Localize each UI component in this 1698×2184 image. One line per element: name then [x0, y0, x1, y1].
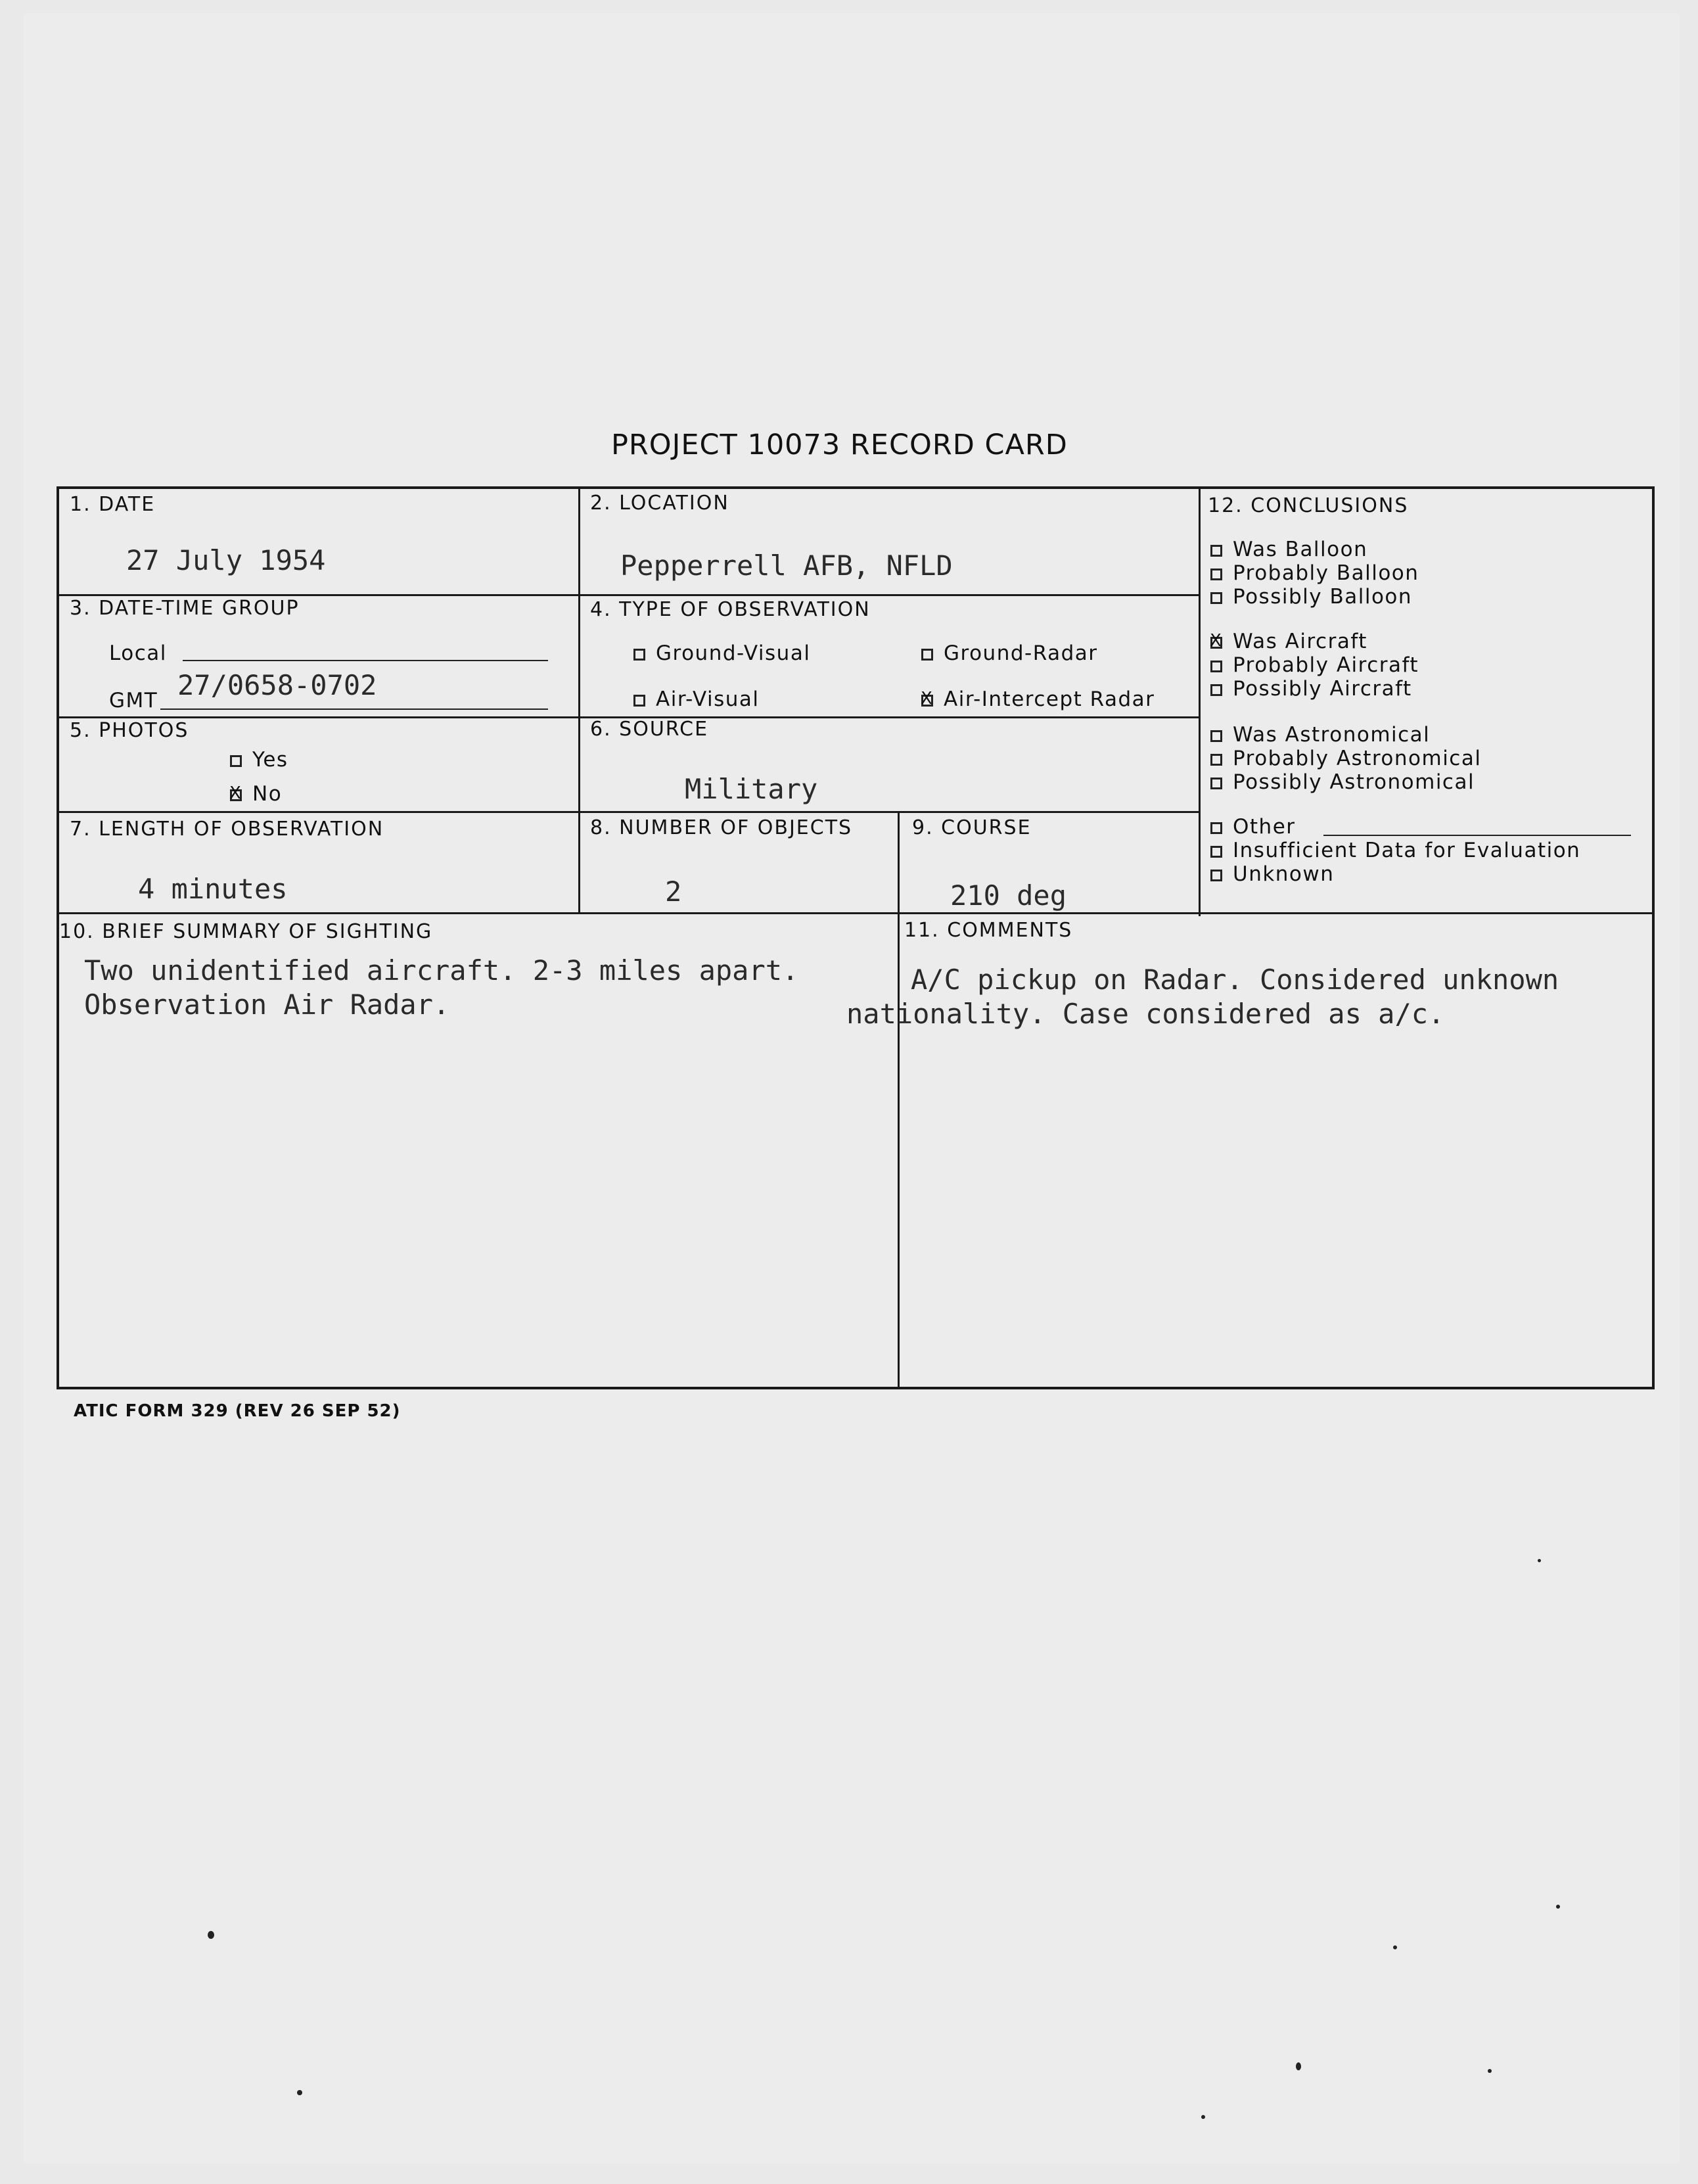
course-value: 210 deg	[950, 879, 1067, 912]
divider	[59, 811, 1200, 813]
obs-type-label: 4. TYPE OF OBSERVATION	[590, 598, 871, 621]
num-objects-value: 2	[665, 875, 682, 908]
obs-air-intercept-radar[interactable]: X Air-Intercept Radar	[921, 687, 1155, 711]
gmt-label: GMT	[109, 689, 158, 712]
conclusion-was-balloon[interactable]: Was Balloon	[1210, 538, 1367, 561]
conclusion-possibly-balloon[interactable]: Possibly Balloon	[1210, 585, 1412, 609]
checkbox-icon	[230, 755, 242, 767]
conclusion-probably-astronomical[interactable]: Probably Astronomical	[1210, 747, 1481, 770]
gmt-value: 27/0658-0702	[177, 669, 377, 701]
scan-speck	[1201, 2115, 1205, 2119]
form-footer: ATIC FORM 329 (REV 26 SEP 52)	[74, 1401, 401, 1421]
checked-box-icon	[921, 695, 933, 707]
page-title: PROJECT 10073 RECORD CARD	[611, 429, 1068, 461]
photos-label: 5. PHOTOS	[70, 719, 189, 742]
summary-label: 10. BRIEF SUMMARY OF SIGHTING	[59, 920, 433, 943]
checked-box-icon	[1210, 637, 1222, 649]
checkbox-icon	[1210, 754, 1222, 766]
conclusion-possibly-astronomical[interactable]: Possibly Astronomical	[1210, 770, 1475, 794]
conclusion-probably-aircraft[interactable]: Probably Aircraft	[1210, 653, 1419, 677]
length-value: 4 minutes	[138, 873, 288, 905]
comments-label: 11. COMMENTS	[904, 919, 1073, 942]
checkbox-icon	[633, 695, 645, 707]
course-label: 9. COURSE	[912, 816, 1032, 839]
conclusions-label: 12. CONCLUSIONS	[1208, 494, 1409, 517]
checkbox-icon	[921, 649, 933, 661]
divider	[59, 912, 1652, 914]
divider	[59, 594, 1200, 596]
conclusion-insufficient-data[interactable]: Insufficient Data for Evaluation	[1210, 839, 1580, 862]
divider	[578, 489, 580, 912]
num-objects-label: 8. NUMBER OF OBJECTS	[590, 816, 853, 839]
comments-line-1: A/C pickup on Radar. Considered unknown	[911, 964, 1559, 996]
obs-ground-radar[interactable]: Ground-Radar	[921, 641, 1098, 665]
length-label: 7. LENGTH OF OBSERVATION	[70, 818, 384, 841]
checkbox-icon	[1210, 545, 1222, 557]
gmt-line	[160, 709, 548, 710]
comments-line-2: nationality. Case considered as a/c.	[846, 998, 1445, 1030]
checked-box-icon	[230, 789, 242, 801]
scan-speck	[1538, 1559, 1541, 1562]
local-label: Local	[109, 641, 167, 665]
conclusion-was-aircraft[interactable]: XWas Aircraft	[1210, 630, 1367, 653]
scan-speck	[1296, 2062, 1301, 2070]
conclusion-unknown[interactable]: Unknown	[1210, 862, 1334, 886]
checkbox-icon	[1210, 661, 1222, 672]
date-label: 1. DATE	[70, 493, 156, 516]
photos-yes[interactable]: Yes	[230, 748, 288, 772]
conclusion-probably-balloon[interactable]: Probably Balloon	[1210, 561, 1419, 585]
divider	[898, 812, 900, 1387]
scan-speck	[1488, 2069, 1492, 2073]
photos-no[interactable]: XNo	[230, 782, 282, 806]
conclusion-possibly-aircraft[interactable]: Possibly Aircraft	[1210, 677, 1412, 701]
scan-speck	[297, 2090, 302, 2095]
conclusion-was-astronomical[interactable]: Was Astronomical	[1210, 723, 1430, 747]
date-value: 27 July 1954	[126, 544, 326, 576]
checkbox-icon	[1210, 592, 1222, 604]
divider	[1199, 489, 1201, 916]
checkbox-icon	[633, 649, 645, 661]
checkbox-icon	[1210, 846, 1222, 858]
checkbox-icon	[1210, 569, 1222, 580]
summary-line-1: Two unidentified aircraft. 2-3 miles apart.	[84, 954, 799, 987]
source-label: 6. SOURCE	[590, 718, 709, 741]
summary-line-2: Observation Air Radar.	[84, 988, 450, 1021]
checkbox-icon	[1210, 778, 1222, 789]
source-value: Military	[685, 773, 818, 805]
location-label: 2. LOCATION	[590, 492, 729, 515]
location-value: Pepperrell AFB, NFLD	[620, 549, 953, 582]
obs-ground-visual[interactable]: Ground-Visual	[633, 641, 810, 665]
checkbox-icon	[1210, 870, 1222, 881]
checkbox-icon	[1210, 822, 1222, 834]
checkbox-icon	[1210, 730, 1222, 742]
dtg-label: 3. DATE-TIME GROUP	[70, 597, 300, 620]
scan-speck	[208, 1931, 214, 1939]
conclusion-other[interactable]: Other	[1210, 815, 1296, 839]
scan-speck	[1556, 1905, 1560, 1909]
other-line	[1323, 835, 1631, 836]
local-line	[183, 660, 548, 661]
obs-air-visual[interactable]: Air-Visual	[633, 687, 760, 711]
scan-speck	[1393, 1945, 1397, 1949]
checkbox-icon	[1210, 684, 1222, 696]
